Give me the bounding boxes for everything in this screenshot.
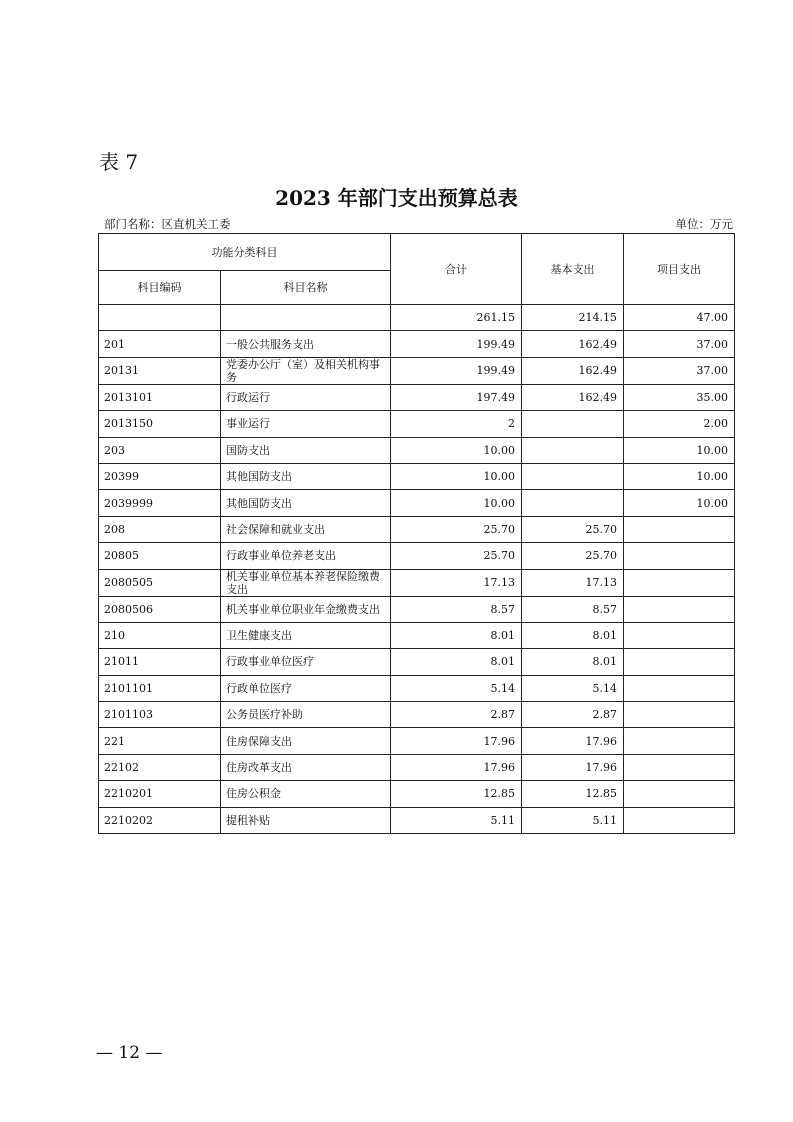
total-cell: 17.96	[391, 754, 522, 780]
subject-name-cell: 党委办公厅（室）及相关机构事务	[221, 357, 391, 384]
table-row	[99, 675, 735, 701]
table-row	[99, 516, 735, 542]
total-cell: 10.00	[391, 437, 522, 463]
table-row	[99, 543, 735, 569]
subject-name-cell: 公务员医疗补助	[221, 702, 391, 728]
project-expenditure-cell	[624, 596, 735, 622]
project-expenditure-cell: 10.00	[624, 437, 735, 463]
total-cell: 5.11	[391, 807, 522, 833]
budget-table	[98, 233, 735, 834]
total-cell: 25.70	[391, 543, 522, 569]
basic-expenditure-cell: 17.96	[522, 728, 624, 754]
table-row	[99, 596, 735, 622]
total-cell: 10.00	[391, 490, 522, 516]
project-expenditure-cell	[624, 569, 735, 596]
subject-code-cell: 221	[99, 728, 221, 754]
basic-expenditure-cell: 2.87	[522, 702, 624, 728]
header-total: 合计	[391, 234, 522, 305]
basic-expenditure-cell: 162.49	[522, 384, 624, 410]
project-expenditure-cell	[624, 675, 735, 701]
subject-code-cell: 21011	[99, 649, 221, 675]
subject-name-cell: 一般公共服务支出	[221, 331, 391, 357]
total-cell: 10.00	[391, 463, 522, 489]
basic-expenditure-cell: 162.49	[522, 331, 624, 357]
header-basic-expenditure: 基本支出	[522, 234, 624, 305]
basic-expenditure-cell: 17.96	[522, 754, 624, 780]
table-row	[99, 728, 735, 754]
table-row	[99, 305, 735, 331]
table-row	[99, 437, 735, 463]
department-name: 部门名称：区直机关工委	[104, 217, 231, 231]
project-expenditure-cell	[624, 807, 735, 833]
project-expenditure-cell	[624, 543, 735, 569]
subject-code-cell: 2210201	[99, 781, 221, 807]
subject-name-cell: 行政事业单位养老支出	[221, 543, 391, 569]
project-expenditure-cell	[624, 781, 735, 807]
project-expenditure-cell: 47.00	[624, 305, 735, 331]
subject-code-cell	[99, 305, 221, 331]
table-row	[99, 622, 735, 648]
unit-label: 单位：万元	[675, 217, 733, 231]
project-expenditure-cell: 37.00	[624, 357, 735, 384]
total-cell: 12.85	[391, 781, 522, 807]
basic-expenditure-cell: 12.85	[522, 781, 624, 807]
subject-code-cell: 208	[99, 516, 221, 542]
table-row	[99, 781, 735, 807]
project-expenditure-cell	[624, 649, 735, 675]
table-row	[99, 649, 735, 675]
subject-code-cell: 2101103	[99, 702, 221, 728]
total-cell: 8.01	[391, 622, 522, 648]
subject-code-cell: 201	[99, 331, 221, 357]
project-expenditure-cell	[624, 622, 735, 648]
subject-name-cell: 社会保障和就业支出	[221, 516, 391, 542]
subject-name-cell: 卫生健康支出	[221, 622, 391, 648]
basic-expenditure-cell: 5.14	[522, 675, 624, 701]
page-title: 2023 年部门支出预算总表	[275, 186, 518, 210]
subject-name-cell: 事业运行	[221, 411, 391, 437]
subject-code-cell: 20131	[99, 357, 221, 384]
subject-name-cell: 机关事业单位基本养老保险缴费支出	[221, 569, 391, 596]
basic-expenditure-cell: 8.01	[522, 649, 624, 675]
project-expenditure-cell	[624, 754, 735, 780]
subject-name-cell: 行政事业单位医疗	[221, 649, 391, 675]
basic-expenditure-cell	[522, 463, 624, 489]
subject-name-cell	[221, 305, 391, 331]
total-cell: 261.15	[391, 305, 522, 331]
basic-expenditure-cell: 25.70	[522, 516, 624, 542]
project-expenditure-cell: 10.00	[624, 463, 735, 489]
subject-code-cell: 2013150	[99, 411, 221, 437]
basic-expenditure-cell: 8.01	[522, 622, 624, 648]
subject-code-cell: 203	[99, 437, 221, 463]
page-number: — 12 —	[96, 1043, 163, 1063]
basic-expenditure-cell: 25.70	[522, 543, 624, 569]
table-row	[99, 807, 735, 833]
table-row	[99, 702, 735, 728]
subject-name-cell: 住房公积金	[221, 781, 391, 807]
subject-name-cell: 机关事业单位职业年金缴费支出	[221, 596, 391, 622]
subject-code-cell: 20805	[99, 543, 221, 569]
total-cell: 197.49	[391, 384, 522, 410]
subject-name-cell: 行政单位医疗	[221, 675, 391, 701]
subject-name-cell: 其他国防支出	[221, 463, 391, 489]
basic-expenditure-cell	[522, 490, 624, 516]
total-cell: 199.49	[391, 331, 522, 357]
project-expenditure-cell	[624, 728, 735, 754]
total-cell: 17.13	[391, 569, 522, 596]
basic-expenditure-cell	[522, 437, 624, 463]
subject-code-cell: 2101101	[99, 675, 221, 701]
subject-code-cell: 2080506	[99, 596, 221, 622]
total-cell: 2.87	[391, 702, 522, 728]
subject-name-cell: 住房改革支出	[221, 754, 391, 780]
table-body	[99, 305, 735, 834]
basic-expenditure-cell: 17.13	[522, 569, 624, 596]
total-cell: 2	[391, 411, 522, 437]
header-subject-code: 科目编码	[99, 271, 221, 305]
basic-expenditure-cell	[522, 411, 624, 437]
total-cell: 25.70	[391, 516, 522, 542]
subject-name-cell: 提租补贴	[221, 807, 391, 833]
project-expenditure-cell: 10.00	[624, 490, 735, 516]
table-row	[99, 490, 735, 516]
total-cell: 8.57	[391, 596, 522, 622]
table-row	[99, 384, 735, 410]
table-row	[99, 357, 735, 384]
basic-expenditure-cell: 162.49	[522, 357, 624, 384]
total-cell: 17.96	[391, 728, 522, 754]
subject-name-cell: 行政运行	[221, 384, 391, 410]
table-label: 表 7	[99, 150, 139, 174]
subject-code-cell: 2080505	[99, 569, 221, 596]
project-expenditure-cell: 2.00	[624, 411, 735, 437]
subject-code-cell: 2013101	[99, 384, 221, 410]
subject-code-cell: 20399	[99, 463, 221, 489]
subject-name-cell: 其他国防支出	[221, 490, 391, 516]
subject-name-cell: 住房保障支出	[221, 728, 391, 754]
project-expenditure-cell	[624, 516, 735, 542]
table-row	[99, 463, 735, 489]
total-cell: 199.49	[391, 357, 522, 384]
subject-code-cell: 2039999	[99, 490, 221, 516]
subject-code-cell: 22102	[99, 754, 221, 780]
total-cell: 5.14	[391, 675, 522, 701]
subject-name-cell: 国防支出	[221, 437, 391, 463]
basic-expenditure-cell: 5.11	[522, 807, 624, 833]
basic-expenditure-cell: 214.15	[522, 305, 624, 331]
subject-code-cell: 2210202	[99, 807, 221, 833]
header-subject-name: 科目名称	[221, 271, 391, 305]
project-expenditure-cell: 37.00	[624, 331, 735, 357]
header-function-category: 功能分类科目	[99, 234, 391, 271]
table-row	[99, 754, 735, 780]
table-row	[99, 569, 735, 596]
basic-expenditure-cell: 8.57	[522, 596, 624, 622]
header-project-expenditure: 项目支出	[624, 234, 735, 305]
project-expenditure-cell: 35.00	[624, 384, 735, 410]
project-expenditure-cell	[624, 702, 735, 728]
subject-code-cell: 210	[99, 622, 221, 648]
table-row	[99, 331, 735, 357]
total-cell: 8.01	[391, 649, 522, 675]
table-row	[99, 411, 735, 437]
